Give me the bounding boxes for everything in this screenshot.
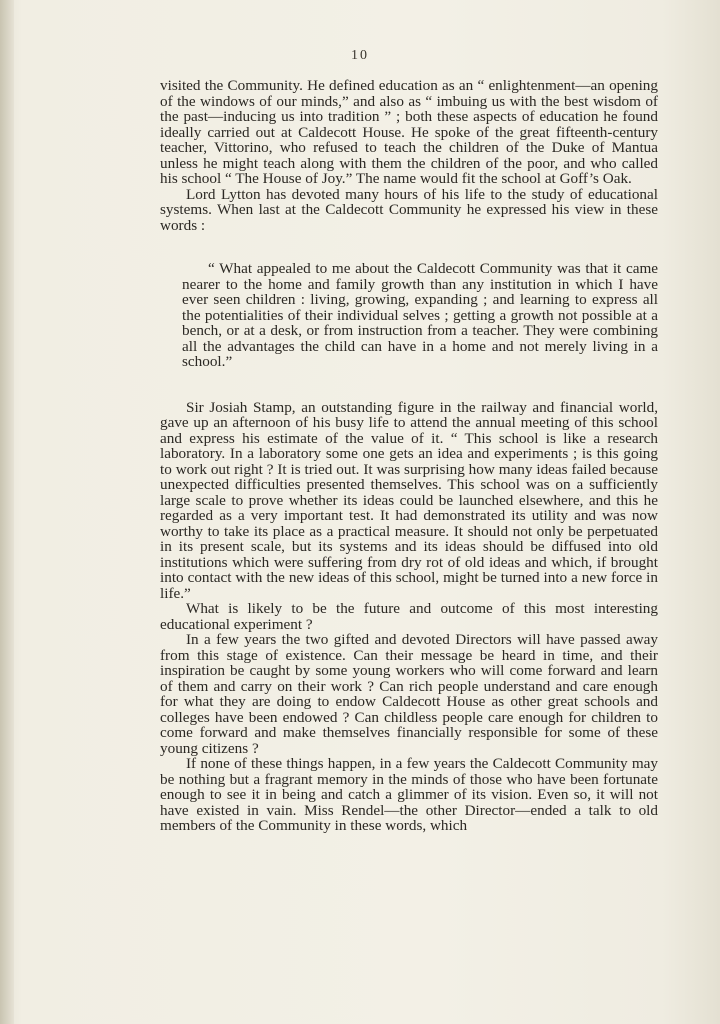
paragraph-fragrant-memory: If none of these things happen, in a few years the Caldecott Community may be nothing but a fragrant memory in the minds of those who have been fortunate enough to see it in being and catch a glimmer of its vision. Even so, it will not have existed in vain. Miss Rendel—the other Director—ended a talk to old members of the Community in these words, which <box>160 755 658 834</box>
paragraph-continued: visited the Community. He defined education as an “ enlightenment—an opening of the windows of our minds,” and also as “ imbuing us with the best wisdom of the past—inducing us into tradition ” ; both these aspects of education he found ideally carried out at Caldecott House. He spoke of the great fifteenth-century teacher, Vittorino, who refused to teach the children of the Duke of Mantua unless he might teach along with them the children of the poor, and who called his school “ The House of Joy.” The name would fit the school at Goff’s Oak. <box>160 77 658 187</box>
page-body <box>160 78 658 834</box>
page-binding-shadow <box>0 0 14 1024</box>
paragraph-josiah-stamp: Sir Josiah Stamp, an outstanding figure in the railway and financial world, gave up an afternoon of his busy life to attend the annual meeting of this school and express his estimate of the value of it. “ This school is like a research laboratory. In a laboratory some one gets an idea and experiments ; is this going to work out right ? It is tried out. It was surprising how many ideas failed because unexpected difficulties presented themselves. This school was on a sufficiently large scale to prove whether its ideas could be launched elsewhere, and this he regarded as a very important test. It had demonstrated its utility and was now worthy to take its place as a practical measure. It should not only be perpetuated in its present scale, but its systems and its ideas should be diffused into old institutions which were suffering from dry rot of old ideas and which, if brought into contact with the new ideas of this school, might be turned into a new force in life.” <box>160 398 658 602</box>
paragraph-lord-lytton: Lord Lytton has devoted many hours of his life to the study of educational systems. When last at the Caldecott Community he expressed his view in these words : <box>160 185 658 234</box>
paragraph-directors: In a few years the two gifted and devoted Directors will have passed away from this stage of existence. Can their message be heard in time, and their inspiration be caught by some young workers who will come forward and learn of them and carry on their work ? Can rich people understand and care enough for what they are doing to endow Caldecott House as other great schools and colleges have been endowed ? Can childless people care enough for children to come forward and make themselves financially responsible for some of these young citizens ? <box>160 631 658 757</box>
paragraph-future-question: What is likely to be the future and outcome of this most interesting educational experiment ? <box>160 600 658 633</box>
block-quote-lytton: “ What appealed to me about the Caldecott Community was that it came nearer to the home and family growth than any institution in which I have ever seen children : living, growing, expanding ; and learning to express all the potentialities of their individual selves ; getting a growth not possible at a bench, or at a desk, or from instruction from a teacher. They were combining all the advantages the child can have in a home and not merely living in a school.” <box>182 260 658 370</box>
page-number: 10 <box>351 48 369 63</box>
